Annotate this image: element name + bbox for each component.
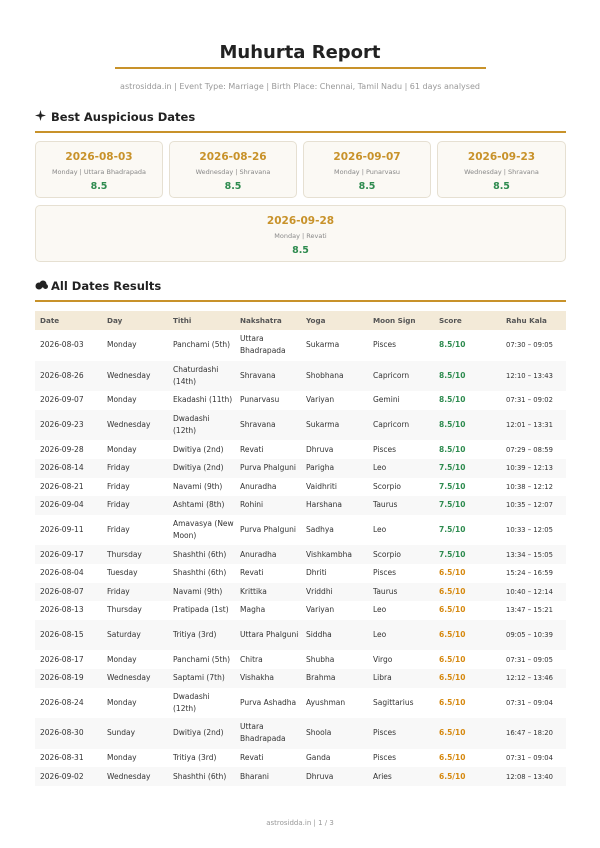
cell-score: 7.5/10 — [439, 481, 466, 491]
card-meta: Wednesday | Shravana — [195, 168, 271, 176]
cell-nakshatra: Magha — [240, 605, 266, 615]
table-row — [35, 669, 566, 688]
cell-yoga: Dhruva — [306, 771, 334, 781]
table-row — [35, 330, 566, 361]
column-header: Day — [107, 316, 123, 325]
cell-tithi: Panchami (5th) — [173, 654, 231, 664]
cell-day: Monday — [107, 752, 137, 762]
cell-nakshatra: Purva Phalguni — [240, 463, 296, 473]
cell-rahu-kala: 10:40 – 12:14 — [506, 587, 553, 596]
cell-yoga: Shubha — [306, 654, 335, 664]
card-date: 2026-09-28 — [266, 215, 335, 227]
cell-date: 2026-09-28 — [40, 444, 84, 454]
cell-score: 6.5/10 — [439, 752, 466, 762]
cell-day: Sunday — [107, 728, 136, 738]
cell-rahu-kala: 07:31 – 09:05 — [506, 655, 553, 664]
cell-score: 8.5/10 — [439, 340, 466, 350]
cell-day: Saturday — [107, 630, 141, 640]
column-header: Nakshatra — [240, 316, 282, 325]
table-row — [35, 749, 566, 768]
cell-rahu-kala: 10:39 – 12:13 — [506, 464, 553, 473]
cell-score: 6.5/10 — [439, 654, 466, 664]
table-row — [35, 767, 566, 786]
best-date-card — [303, 141, 431, 198]
cell-moon-sign: Pisces — [373, 340, 396, 350]
cell-yoga: Sukarma — [306, 420, 340, 430]
cell-date: 2026-09-07 — [40, 395, 84, 405]
cell-nakshatra: Shravana — [240, 370, 276, 380]
best-dates-heading — [35, 110, 195, 124]
cell-rahu-kala: 13:34 – 15:05 — [506, 550, 553, 559]
card-meta: Monday | Revati — [274, 232, 327, 240]
cell-day: Thursday — [107, 605, 142, 615]
cell-moon-sign: Leo — [373, 605, 387, 615]
cell-date: 2026-08-04 — [40, 568, 84, 578]
table-row — [35, 440, 566, 459]
cell-yoga: Ganda — [306, 752, 331, 762]
cell-tithi: Ekadashi (11th) — [173, 395, 233, 405]
cell-day: Friday — [107, 586, 130, 596]
best-dates-divider — [35, 131, 566, 133]
cell-yoga: Siddha — [306, 630, 332, 640]
cell-moon-sign: Scorpio — [373, 549, 401, 559]
title-divider — [115, 67, 486, 69]
cell-yoga: Dhriti — [306, 568, 327, 578]
cell-score: 7.5/10 — [439, 525, 466, 535]
column-header: Moon Sign — [373, 316, 416, 325]
cell-rahu-kala: 12:10 – 13:43 — [506, 371, 553, 380]
cell-tithi: Panchami (5th) — [173, 340, 231, 350]
cell-day: Friday — [107, 463, 130, 473]
best-dates-heading-text: Best Auspicious Dates — [51, 110, 196, 124]
best-date-card — [437, 141, 566, 198]
cell-moon-sign: Capricorn — [373, 370, 410, 380]
cell-rahu-kala: 15:24 – 16:59 — [506, 569, 553, 578]
cell-nakshatra: Uttara Phalguni — [240, 630, 299, 640]
cell-nakshatra: Krittika — [240, 586, 267, 596]
cell-score: 8.5/10 — [439, 444, 466, 454]
cell-score: 6.5/10 — [439, 697, 466, 707]
table-row — [35, 650, 566, 669]
cell-nakshatra: Purva Phalguni — [240, 525, 296, 535]
report-title: Muhurta Report — [219, 42, 381, 63]
cell-rahu-kala: 12:12 – 13:46 — [506, 674, 553, 683]
table-row — [35, 688, 566, 719]
sparkle-icon — [35, 110, 48, 124]
cell-score: 6.5/10 — [439, 586, 466, 596]
cell-moon-sign: Leo — [373, 463, 387, 473]
cell-date: 2026-08-14 — [40, 463, 84, 473]
card-meta: Monday | Punarvasu — [333, 168, 401, 176]
table-row — [35, 410, 566, 441]
cell-date: 2026-09-02 — [40, 771, 84, 781]
cell-rahu-kala: 16:47 – 18:20 — [506, 729, 553, 738]
cell-tithi: Shashthi (6th) — [173, 771, 227, 781]
table-row — [35, 361, 566, 392]
cell-rahu-kala: 12:01 – 13:31 — [506, 421, 553, 430]
table-row — [35, 583, 566, 602]
cell-day: Tuesday — [107, 568, 138, 578]
cell-date: 2026-08-21 — [40, 481, 84, 491]
all-dates-heading-text: All Dates Results — [51, 279, 162, 293]
cell-nakshatra: Chitra — [240, 654, 263, 664]
cell-score: 8.5/10 — [439, 370, 466, 380]
cell-tithi: Ashtami (8th) — [173, 500, 225, 510]
cell-moon-sign: Pisces — [373, 728, 396, 738]
cell-moon-sign: Capricorn — [373, 420, 410, 430]
cell-day: Monday — [107, 395, 137, 405]
cell-nakshatra: Purva Ashadha — [240, 697, 297, 707]
cell-tithi: Shashthi (6th) — [173, 568, 227, 578]
cell-date: 2026-09-04 — [40, 500, 84, 510]
cell-day: Wednesday — [107, 771, 151, 781]
cell-moon-sign: Pisces — [373, 444, 396, 454]
cell-score: 6.5/10 — [439, 605, 466, 615]
cell-tithi: Pratipada (1st) — [173, 605, 229, 615]
best-date-card — [169, 141, 297, 198]
cell-tithi: Dwadashi (12th) — [173, 691, 210, 713]
cell-date: 2026-08-19 — [40, 673, 84, 683]
card-date: 2026-08-03 — [65, 151, 133, 163]
cell-yoga: Variyan — [306, 605, 335, 615]
report-subtitle: astrosidda.in | Event Type: Marriage | Birth Place: Chennai, Tamil Nadu | 61 days analysed — [120, 82, 480, 91]
cell-day: Friday — [107, 525, 130, 535]
cell-day: Thursday — [107, 549, 142, 559]
cell-yoga: Sukarma — [306, 340, 340, 350]
cell-nakshatra: Rohini — [240, 500, 264, 510]
cell-tithi: Dwitiya (2nd) — [173, 444, 224, 454]
table-row — [35, 718, 566, 749]
cell-date: 2026-08-15 — [40, 630, 84, 640]
cell-score: 8.5/10 — [439, 395, 466, 405]
cell-date: 2026-08-13 — [40, 605, 84, 615]
cell-date: 2026-08-31 — [40, 752, 84, 762]
cell-score: 6.5/10 — [439, 673, 466, 683]
cell-score: 7.5/10 — [439, 500, 466, 510]
table-row — [35, 620, 566, 651]
cell-tithi: Dwitiya (2nd) — [173, 463, 224, 473]
cell-score: 7.5/10 — [439, 549, 466, 559]
table-row — [35, 459, 566, 478]
cell-yoga: Ayushman — [306, 697, 346, 707]
cell-moon-sign: Virgo — [373, 654, 393, 664]
column-header: Score — [439, 316, 462, 325]
table-row — [35, 496, 566, 515]
cell-date: 2026-09-23 — [40, 420, 84, 430]
cell-moon-sign: Leo — [373, 525, 387, 535]
card-date: 2026-09-07 — [333, 151, 401, 163]
cell-day: Wednesday — [107, 673, 151, 683]
cell-tithi: Dwitiya (2nd) — [173, 728, 224, 738]
cell-tithi: Tritiya (3rd) — [173, 630, 217, 640]
cell-moon-sign: Leo — [373, 630, 387, 640]
table-row — [35, 391, 566, 410]
cell-tithi: Chaturdashi (14th) — [173, 364, 219, 386]
cell-rahu-kala: 07:29 – 08:59 — [506, 445, 553, 454]
cell-nakshatra: Uttara Bhadrapada — [240, 334, 286, 356]
cell-moon-sign: Sagittarius — [373, 697, 414, 707]
cell-moon-sign: Aries — [373, 771, 392, 781]
cell-rahu-kala: 07:31 – 09:02 — [506, 396, 553, 405]
cell-score: 6.5/10 — [439, 568, 466, 578]
cell-score: 6.5/10 — [439, 728, 466, 738]
cell-tithi: Shashthi (6th) — [173, 549, 227, 559]
cell-day: Friday — [107, 481, 130, 491]
cell-nakshatra: Revati — [240, 444, 264, 454]
page-footer: astrosidda.in | 1 / 3 — [266, 819, 334, 827]
cell-score: 6.5/10 — [439, 630, 466, 640]
cell-yoga: Harshana — [306, 500, 342, 510]
cell-rahu-kala: 07:30 – 09:05 — [506, 341, 553, 350]
cell-day: Wednesday — [107, 370, 151, 380]
cell-rahu-kala: 13:47 – 15:21 — [506, 606, 553, 615]
cell-rahu-kala: 09:05 – 10:39 — [506, 631, 553, 640]
cell-date: 2026-08-24 — [40, 697, 84, 707]
cell-moon-sign: Libra — [373, 673, 392, 683]
cell-nakshatra: Revati — [240, 568, 264, 578]
cell-score: 6.5/10 — [439, 771, 466, 781]
cell-yoga: Brahma — [306, 673, 336, 683]
cell-day: Monday — [107, 697, 137, 707]
cell-tithi: Navami (9th) — [173, 586, 223, 596]
cell-day: Friday — [107, 500, 130, 510]
cell-date: 2026-08-30 — [40, 728, 84, 738]
cell-tithi: Amavasya (New Moon) — [173, 519, 234, 541]
cell-score: 7.5/10 — [439, 463, 466, 473]
card-meta: Monday | Uttara Bhadrapada — [51, 168, 147, 176]
cell-yoga: Vaidhriti — [306, 481, 337, 491]
cell-date: 2026-08-03 — [40, 340, 84, 350]
card-score: 8.5 — [493, 181, 510, 192]
cell-tithi: Navami (9th) — [173, 481, 223, 491]
cell-day: Monday — [107, 444, 137, 454]
card-date: 2026-08-26 — [199, 151, 267, 163]
cell-moon-sign: Gemini — [373, 395, 400, 405]
cell-nakshatra: Revati — [240, 752, 264, 762]
cell-yoga: Vishkambha — [306, 549, 352, 559]
cell-date: 2026-08-17 — [40, 654, 84, 664]
best-date-card — [35, 141, 163, 198]
clouds-icon — [35, 279, 48, 293]
cell-moon-sign: Taurus — [373, 500, 398, 510]
card-date: 2026-09-23 — [467, 151, 536, 163]
cell-tithi: Dwadashi (12th) — [173, 414, 210, 436]
cell-nakshatra: Anuradha — [240, 481, 277, 491]
card-score: 8.5 — [358, 181, 376, 192]
cell-date: 2026-08-07 — [40, 586, 84, 596]
cell-yoga: Sadhya — [306, 525, 334, 535]
card-score: 8.5 — [292, 245, 309, 256]
cell-rahu-kala: 07:31 – 09:04 — [506, 698, 553, 707]
cell-tithi: Tritiya (3rd) — [173, 752, 217, 762]
cell-date: 2026-09-17 — [40, 549, 84, 559]
cell-date: 2026-08-26 — [40, 370, 84, 380]
cell-yoga: Parigha — [306, 463, 335, 473]
cell-date: 2026-09-11 — [40, 525, 84, 535]
cell-rahu-kala: 10:38 – 12:12 — [506, 482, 553, 491]
cell-nakshatra: Uttara Bhadrapada — [240, 722, 286, 744]
all-dates-heading — [35, 279, 161, 293]
table-row — [35, 564, 566, 583]
all-dates-divider — [35, 300, 566, 302]
cell-yoga: Vriddhi — [306, 586, 333, 596]
cell-nakshatra: Anuradha — [240, 549, 277, 559]
cell-nakshatra: Bharani — [240, 771, 270, 781]
cell-rahu-kala: 07:31 – 09:04 — [506, 753, 553, 762]
table-row — [35, 601, 566, 620]
table-row — [35, 515, 566, 546]
cell-day: Monday — [107, 654, 137, 664]
cell-moon-sign: Scorpio — [373, 481, 401, 491]
card-meta: Wednesday | Shravana — [464, 168, 539, 176]
cell-yoga: Variyan — [306, 395, 335, 405]
cell-moon-sign: Taurus — [373, 586, 398, 596]
cell-rahu-kala: 12:08 – 13:40 — [506, 772, 553, 781]
cell-moon-sign: Pisces — [373, 568, 396, 578]
column-header: Tithi — [173, 316, 192, 325]
cell-rahu-kala: 10:33 – 12:05 — [506, 526, 553, 535]
cell-nakshatra: Vishakha — [240, 673, 274, 683]
cell-nakshatra: Punarvasu — [240, 395, 280, 405]
results-table — [35, 311, 566, 786]
cell-rahu-kala: 10:35 – 12:07 — [506, 501, 553, 510]
card-score: 8.5 — [90, 181, 108, 192]
cell-yoga: Shoola — [306, 728, 332, 738]
cell-day: Wednesday — [107, 420, 151, 430]
cell-score: 8.5/10 — [439, 420, 466, 430]
column-header: Rahu Kala — [506, 316, 547, 325]
cell-tithi: Saptami (7th) — [173, 673, 225, 683]
best-date-card — [35, 205, 566, 262]
table-header-row — [35, 311, 566, 330]
cell-yoga: Dhruva — [306, 444, 334, 454]
cell-nakshatra: Shravana — [240, 420, 276, 430]
column-header: Date — [40, 316, 60, 325]
table-row — [35, 545, 566, 564]
cell-yoga: Shobhana — [306, 370, 344, 380]
column-header: Yoga — [306, 316, 326, 325]
table-row — [35, 478, 566, 497]
card-score: 8.5 — [224, 181, 242, 192]
cell-day: Monday — [107, 340, 137, 350]
cell-moon-sign: Pisces — [373, 752, 396, 762]
